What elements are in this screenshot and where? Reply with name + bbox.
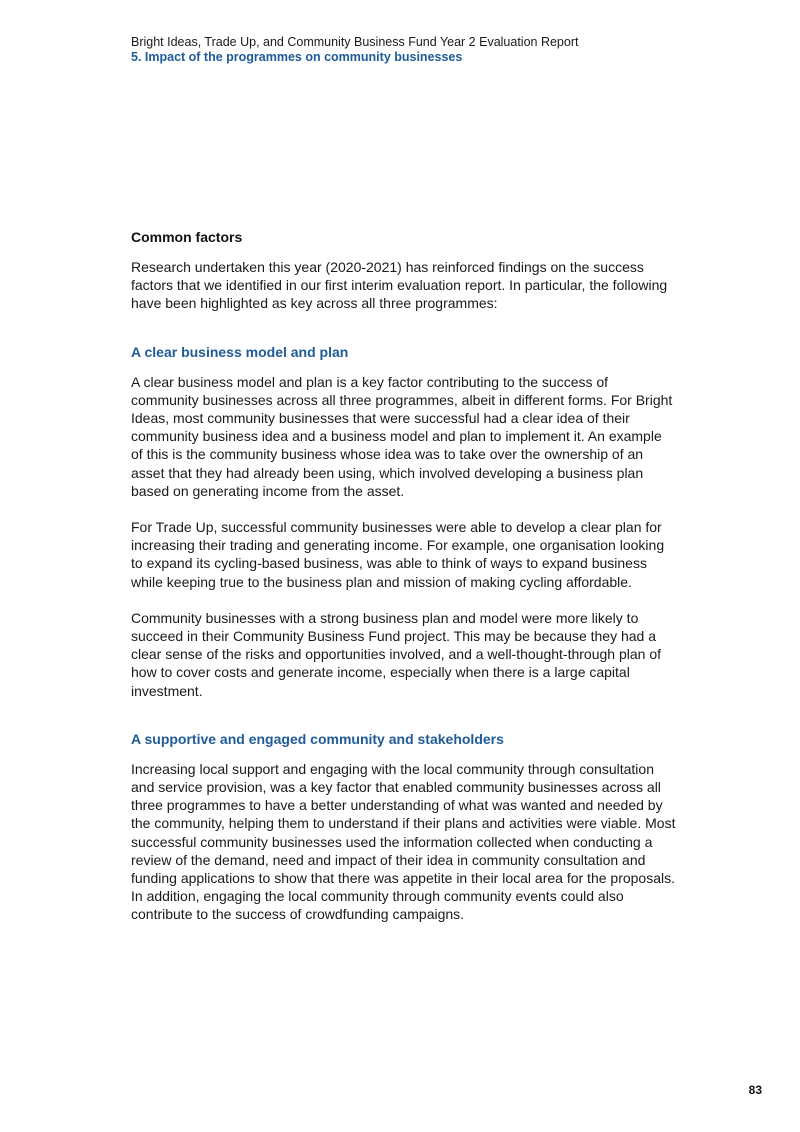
business-model-paragraph-3: Community businesses with a strong business plan and model were more likely to succeed in their Community Business Fund project. This may be because they had a clear sense of the risks and opportunities involved, and a well-thought-through plan of how to cover costs and generate income, especially when there is a large capital investment. bbox=[131, 609, 661, 699]
report-title: Bright Ideas, Trade Up, and Community Business Fund Year 2 Evaluation Report bbox=[131, 35, 579, 49]
chapter-title: 5. Impact of the programmes on community businesses bbox=[131, 50, 463, 64]
subheading-community-support: A supportive and engaged community and stakeholders bbox=[131, 730, 504, 747]
business-model-paragraph-1: A clear business model and plan is a key factor contributing to the success of community businesses across all three programmes, albeit in different forms. For Bright Ideas, most community businesses that were successful had a clear idea of their community business idea and a business model and plan to implement it. An example of this is the community business whose idea was to take over the ownership of an asset that they had already been using, which involved developing a business plan based on generating income from the asset. bbox=[131, 373, 673, 499]
business-model-paragraph-2: For Trade Up, successful community businesses were able to develop a clear plan for increasing their trading and generating income. For example, one organisation looking to expand its cycling-based business, was able to think of ways to expand business while keeping true to the business plan and mission of making cycling affordable. bbox=[131, 519, 665, 590]
section-heading-common-factors: Common factors bbox=[131, 229, 243, 245]
main-content bbox=[131, 228, 676, 924]
subheading-business-model: A clear business model and plan bbox=[131, 343, 349, 360]
page-number: 83 bbox=[748, 1083, 762, 1097]
intro-paragraph: Research undertaken this year (2020-2021) has reinforced findings on the success factors that we identified in our first interim evaluation report. In particular, the following have been highlighted as key across all three programmes: bbox=[131, 259, 668, 312]
running-header bbox=[131, 35, 691, 65]
community-support-paragraph-1: Increasing local support and engaging with the local community through consultation and service provision, was a key factor that enabled community businesses across all three programmes to have a better understanding of what was wanted and needed by the community, helping them to understand if their plans and activities were viable. Most successful community businesses used the information collected when conducting a review of the demand, need and impact of their idea in community consultation and funding applications to show that there was appetite in their local area for the proposals. In addition, engaging the local community through community events could also contribute to the success of crowdfunding campaigns. bbox=[131, 760, 676, 923]
